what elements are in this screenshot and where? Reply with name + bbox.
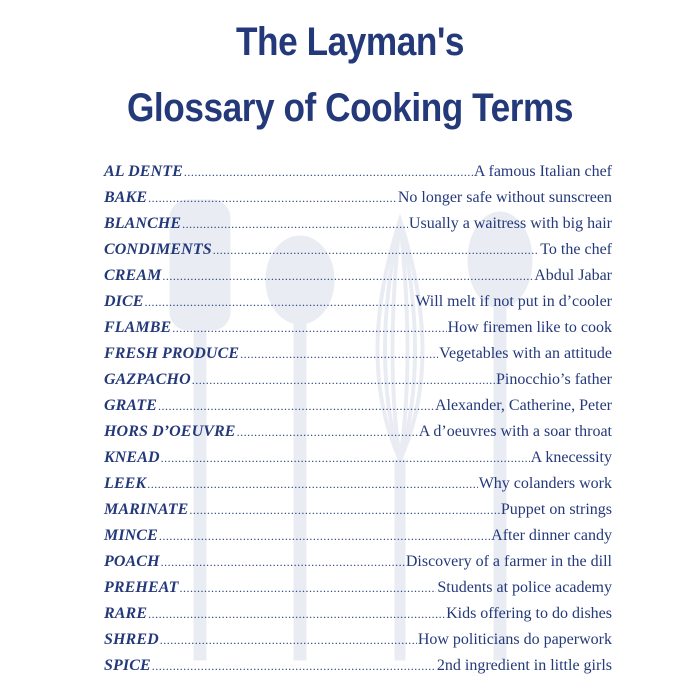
glossary-definition: A d’oeuvres with a soar throat bbox=[418, 423, 612, 440]
glossary-row bbox=[104, 601, 612, 627]
glossary-definition: Discovery of a farmer in the dill bbox=[405, 553, 612, 570]
glossary-row bbox=[104, 341, 612, 367]
glossary-row bbox=[104, 627, 612, 653]
glossary-definition: A famous Italian chef bbox=[473, 163, 612, 180]
glossary-term: GRATE bbox=[104, 397, 157, 414]
glossary-definition: Students at police academy bbox=[437, 579, 612, 596]
dot-leader bbox=[162, 263, 533, 289]
glossary-definition: Pinocchio’s father bbox=[496, 371, 612, 388]
dot-leader bbox=[147, 471, 478, 497]
glossary-term: MINCE bbox=[104, 527, 158, 544]
glossary-row bbox=[104, 419, 612, 445]
glossary-definition: Abdul Jabar bbox=[534, 267, 612, 284]
dot-leader bbox=[158, 393, 434, 419]
glossary-term: LEEK bbox=[104, 475, 147, 492]
dot-leader bbox=[237, 419, 418, 445]
glossary-definition: Kids offering to do dishes bbox=[446, 605, 612, 622]
glossary-term: CREAM bbox=[104, 267, 162, 284]
glossary-term: DICE bbox=[104, 293, 144, 310]
glossary-row bbox=[104, 471, 612, 497]
dot-leader bbox=[159, 523, 490, 549]
glossary-row bbox=[104, 575, 612, 601]
dot-leader bbox=[161, 445, 530, 471]
glossary-definition: After dinner candy bbox=[491, 527, 612, 544]
glossary-term: BLANCHE bbox=[104, 215, 182, 232]
dot-leader bbox=[172, 315, 446, 341]
glossary-list bbox=[104, 159, 612, 679]
glossary-term: SHRED bbox=[104, 631, 159, 648]
glossary-definition: To the chef bbox=[540, 241, 612, 258]
glossary-definition: A knecessity bbox=[530, 449, 612, 466]
glossary-term: BAKE bbox=[104, 189, 148, 206]
title-line-1: The Layman's bbox=[235, 20, 465, 64]
dot-leader bbox=[180, 575, 437, 601]
glossary-term: CONDIMENTS bbox=[104, 241, 212, 258]
glossary-row bbox=[104, 159, 612, 185]
dot-leader bbox=[182, 211, 408, 237]
glossary-term: AL DENTE bbox=[104, 163, 183, 180]
glossary-definition: Vegetables with an attitude bbox=[439, 345, 612, 362]
glossary-row bbox=[104, 393, 612, 419]
glossary-definition: How politicians do paperwork bbox=[417, 631, 612, 648]
glossary-definition: Usually a waitress with big hair bbox=[408, 215, 612, 232]
glossary-definition: No longer safe without sunscreen bbox=[397, 189, 612, 206]
glossary-row bbox=[104, 263, 612, 289]
glossary-term: HORS D’OEUVRE bbox=[104, 423, 236, 440]
glossary-definition: Puppet on strings bbox=[500, 501, 612, 518]
glossary-definition: Will melt if not put in d’cooler bbox=[415, 293, 612, 310]
glossary-definition: How firemen like to cook bbox=[447, 319, 612, 336]
dot-leader bbox=[161, 549, 405, 575]
glossary-row bbox=[104, 497, 612, 523]
glossary-definition: Alexander, Catherine, Peter bbox=[434, 397, 612, 414]
dot-leader bbox=[160, 627, 417, 653]
glossary-definition: Why colanders work bbox=[478, 475, 612, 492]
dot-leader bbox=[145, 289, 415, 315]
dot-leader bbox=[192, 367, 495, 393]
dot-leader bbox=[189, 497, 499, 523]
glossary-row bbox=[104, 523, 612, 549]
glossary-row bbox=[104, 185, 612, 211]
glossary-row bbox=[104, 211, 612, 237]
title-line-2: Glossary of Cooking Terms bbox=[126, 86, 574, 130]
glossary-term: GAZPACHO bbox=[104, 371, 191, 388]
glossary-row bbox=[104, 549, 612, 575]
glossary-row bbox=[104, 445, 612, 471]
glossary-term: PREHEAT bbox=[104, 579, 179, 596]
glossary-term: FLAMBE bbox=[104, 319, 172, 336]
glossary-row bbox=[104, 289, 612, 315]
dot-leader bbox=[152, 653, 436, 679]
glossary-row bbox=[104, 653, 612, 679]
dot-leader bbox=[148, 185, 397, 211]
dot-leader bbox=[240, 341, 438, 367]
glossary-row bbox=[104, 237, 612, 263]
glossary-term: POACH bbox=[104, 553, 160, 570]
glossary-term: MARINATE bbox=[104, 501, 189, 518]
glossary-term: FRESH PRODUCE bbox=[104, 345, 240, 362]
glossary-row bbox=[104, 315, 612, 341]
glossary-term: RARE bbox=[104, 605, 148, 622]
dot-leader bbox=[148, 601, 445, 627]
glossary-term: KNEAD bbox=[104, 449, 160, 466]
glossary-term: SPICE bbox=[104, 657, 151, 674]
dot-leader bbox=[184, 159, 473, 185]
glossary-definition: 2nd ingredient in little girls bbox=[436, 657, 612, 674]
glossary-row bbox=[104, 367, 612, 393]
dot-leader bbox=[213, 237, 540, 263]
